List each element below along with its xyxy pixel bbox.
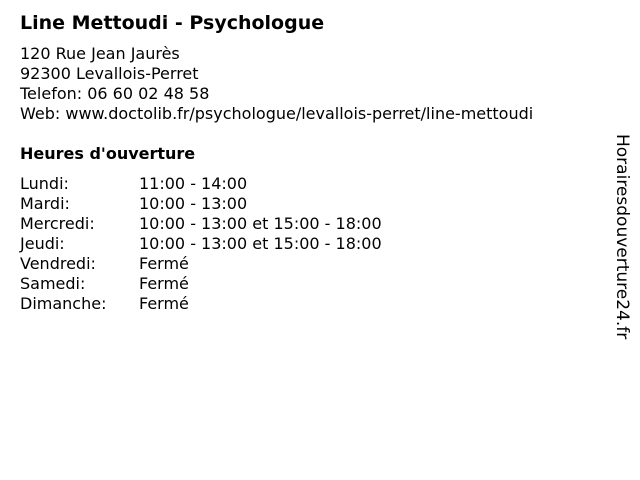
- time-value: 10:00 - 13:00 et 15:00 - 18:00: [139, 234, 382, 253]
- hours-row-vendredi: [20, 254, 382, 274]
- opening-hours-table: [20, 174, 382, 314]
- time-value: 10:00 - 13:00 et 15:00 - 18:00: [139, 214, 382, 233]
- day-label: Mercredi:: [20, 214, 95, 233]
- hours-row-mardi: [20, 194, 382, 214]
- day-label: Samedi:: [20, 274, 86, 293]
- time-value: 10:00 - 13:00: [139, 194, 248, 213]
- hours-row-jeudi: [20, 234, 382, 254]
- day-label: Jeudi:: [20, 234, 65, 253]
- hours-row-samedi: [20, 274, 382, 294]
- time-value: 11:00 - 14:00: [139, 174, 248, 193]
- street-address: 120 Rue Jean Jaurès: [20, 44, 180, 63]
- time-value: Fermé: [139, 294, 189, 313]
- site-watermark: Horairesdouverture24.fr: [612, 134, 632, 340]
- day-label: Mardi:: [20, 194, 70, 213]
- time-value: Fermé: [139, 254, 189, 273]
- time-value: Fermé: [139, 274, 189, 293]
- city-postcode: 92300 Levallois-Perret: [20, 64, 199, 83]
- phone-number: Telefon: 06 60 02 48 58: [20, 84, 210, 103]
- address-block: [20, 44, 533, 124]
- opening-hours-heading: Heures d'ouverture: [20, 144, 196, 163]
- page-title: Line Mettoudi - Psychologue: [20, 12, 325, 34]
- hours-row-mercredi: [20, 214, 382, 234]
- day-label: Vendredi:: [20, 254, 96, 273]
- day-label: Dimanche:: [20, 294, 107, 313]
- day-label: Lundi:: [20, 174, 69, 193]
- hours-row-dimanche: [20, 294, 382, 314]
- website: Web: www.doctolib.fr/psychologue/levallois-perret/line-mettoudi: [20, 104, 534, 123]
- hours-row-lundi: [20, 174, 382, 194]
